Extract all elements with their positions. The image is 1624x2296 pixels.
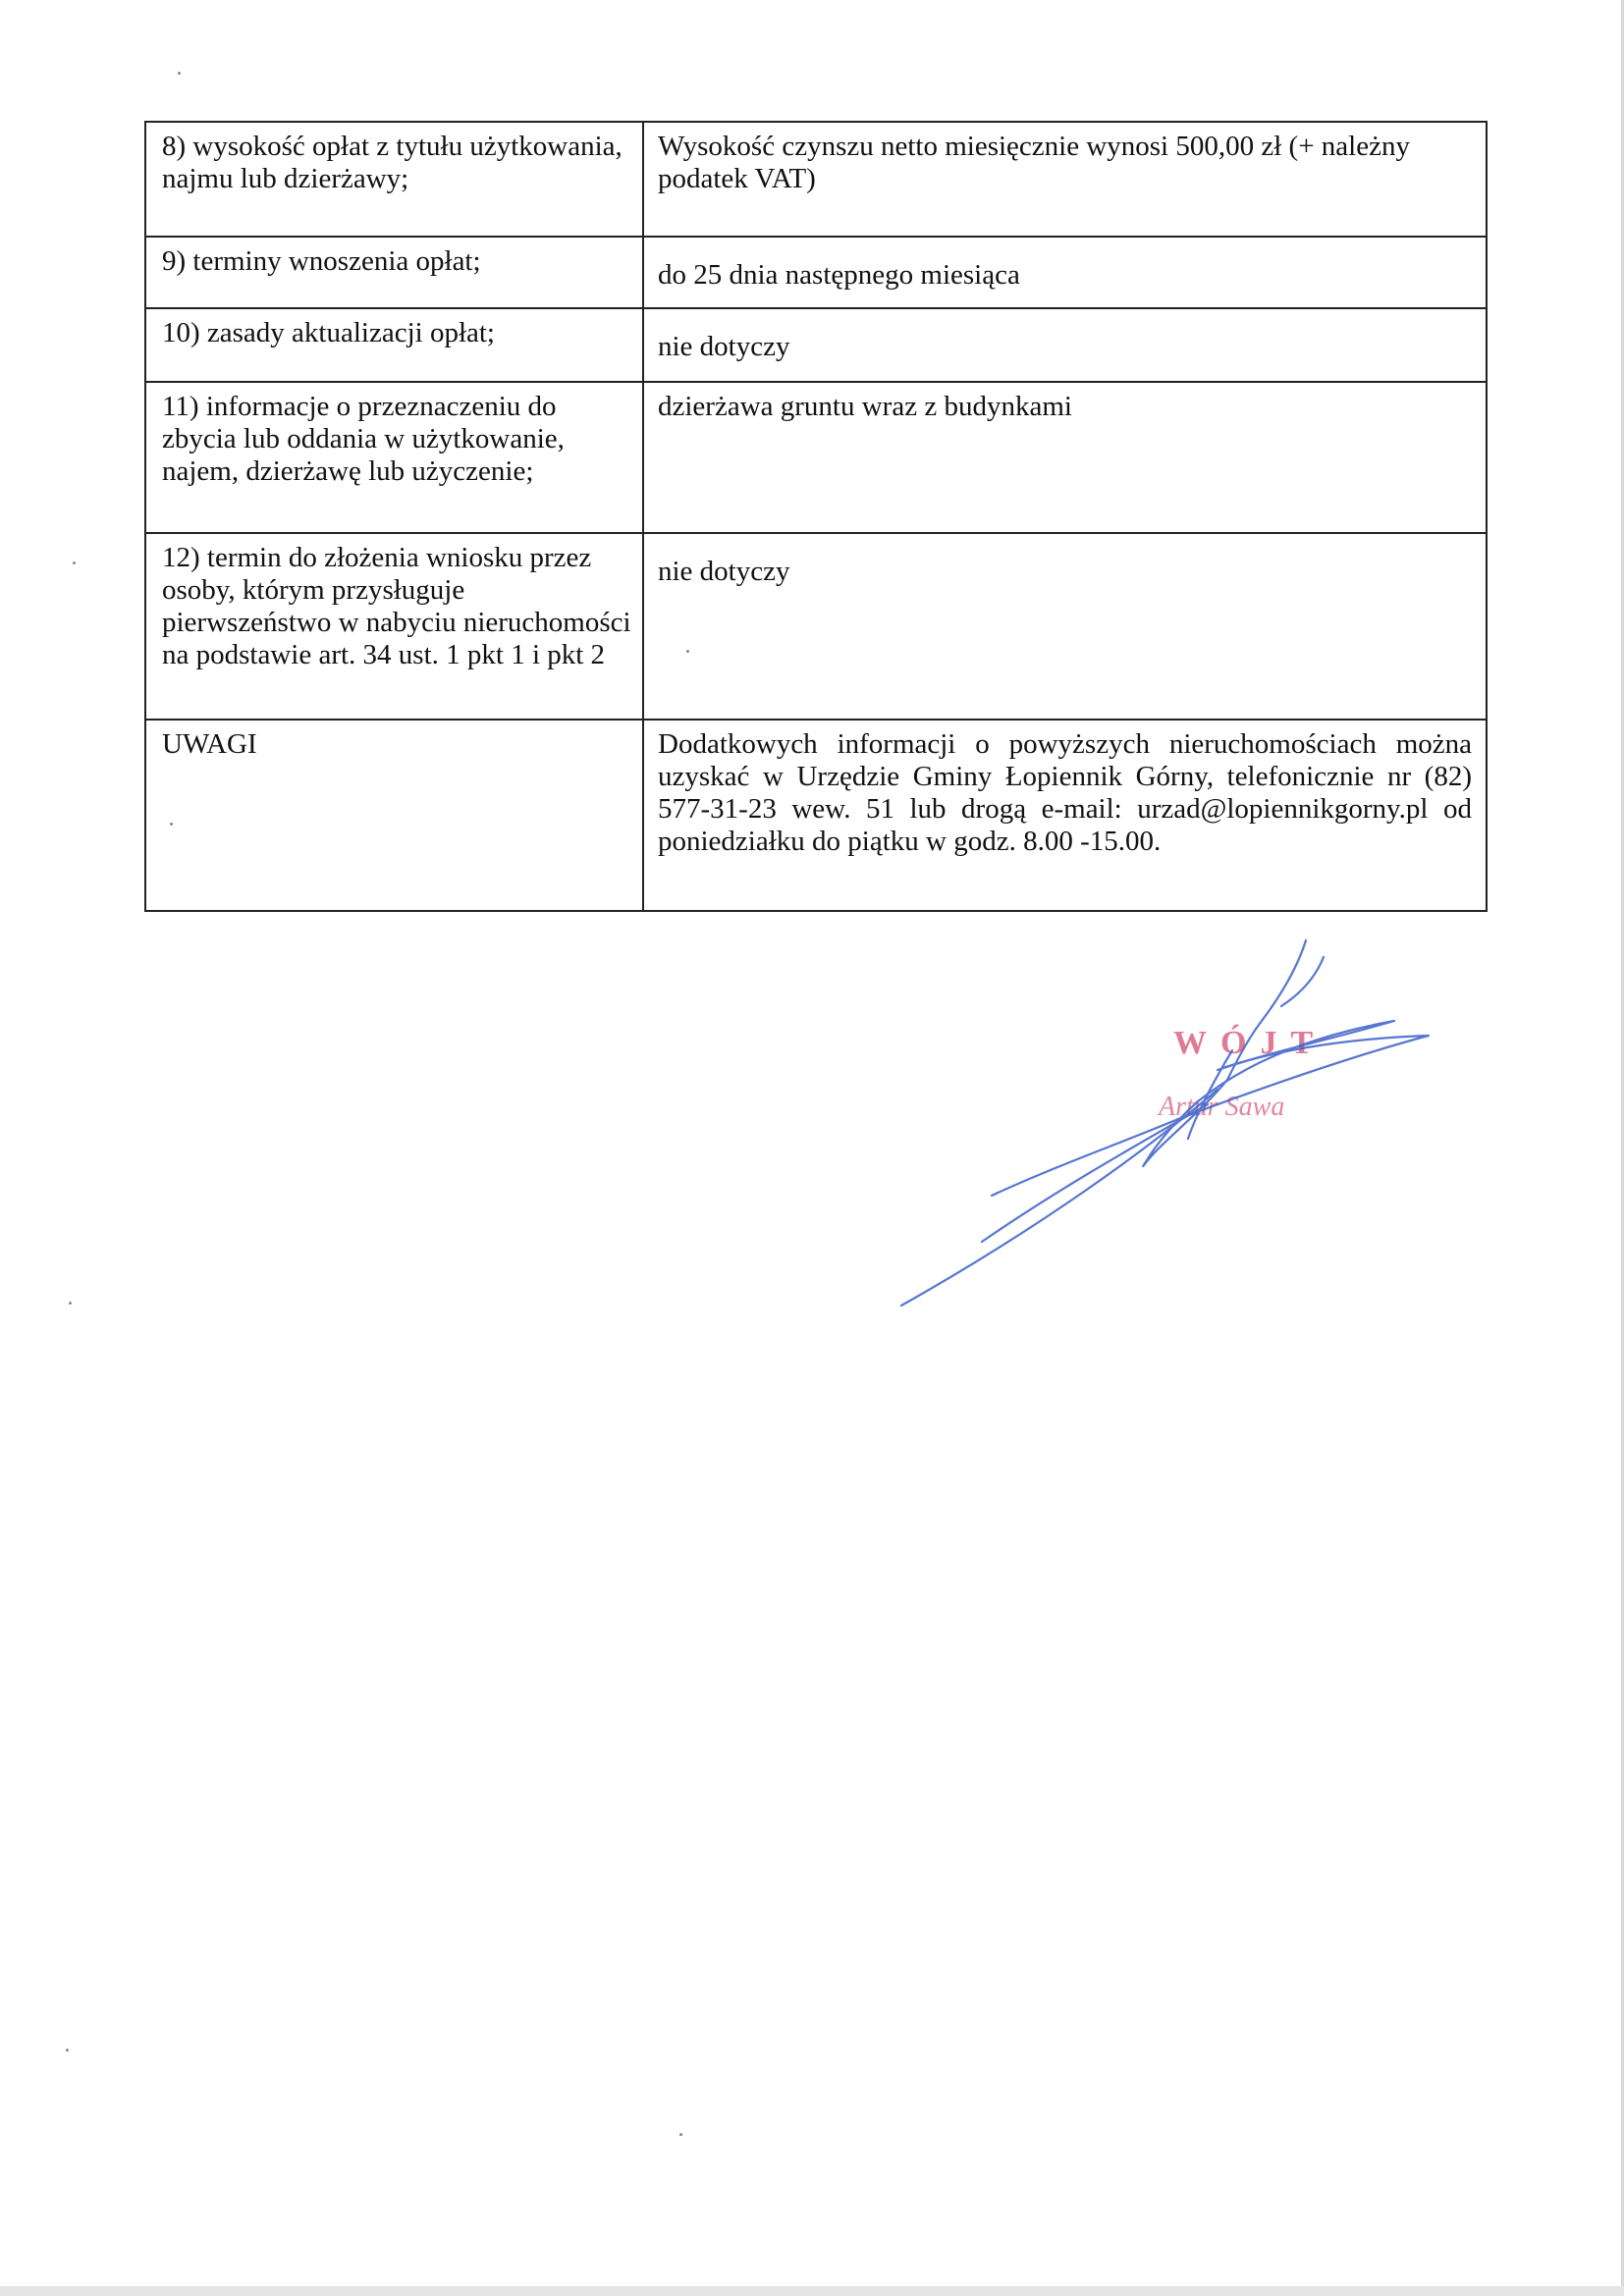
handwritten-signature (884, 933, 1434, 1325)
row-label: 12) termin do złożenia wniosku przez osoby, którym przysługuje pierwszeństwo w nabyciu nieruchomości na podstawie art. 34 ust. 1 pkt 1 i pkt 2 (145, 533, 643, 720)
row-value: Dodatkowych informacji o powyższych nieruchomościach można uzyskać w Urzędzie Gminy Łopiennik Górny, telefonicznie nr (82) 577-31-23 wew. 51 lub drogą e-mail: urzad@lopiennikgorny.pl od poniedziałku do piątku w godz. 8.00 -15.00. (643, 720, 1487, 911)
announcement-table (144, 121, 1488, 912)
row-label: 8) wysokość opłat z tytułu użytkowania, najmu lub dzierżawy; (145, 122, 643, 237)
table-row (145, 382, 1487, 533)
row-label: 11) informacje o przeznaczeniu do zbycia lub oddania w użytkowanie, najem, dzierżawę lub użyczenie; (145, 382, 643, 533)
row-value: Wysokość czynszu netto miesięcznie wynosi 500,00 zł (+ należny podatek VAT) (643, 122, 1487, 237)
stamp-name: Artur Sawa (1159, 1092, 1285, 1122)
row-label: 9) terminy wnoszenia opłat; (145, 237, 643, 308)
row-value: do 25 dnia następnego miesiąca (643, 237, 1487, 308)
table-row (145, 308, 1487, 382)
scan-speck (178, 72, 181, 75)
row-label: UWAGI (145, 720, 643, 911)
table-row (145, 122, 1487, 237)
row-value: nie dotyczy (643, 533, 1487, 720)
scan-speck (66, 2049, 69, 2052)
row-value: dzierżawa gruntu wraz z budynkami (643, 382, 1487, 533)
scan-speck (69, 1302, 72, 1305)
table-row (145, 533, 1487, 720)
row-value: nie dotyczy (643, 308, 1487, 382)
scan-speck (679, 2133, 682, 2136)
row-label: 10) zasady aktualizacji opłat; (145, 308, 643, 382)
table-row (145, 720, 1487, 911)
stamp-title: WÓJT (1173, 1025, 1327, 1061)
table-row (145, 237, 1487, 308)
scan-speck (73, 561, 76, 564)
page-bottom-edge (0, 2286, 1624, 2296)
